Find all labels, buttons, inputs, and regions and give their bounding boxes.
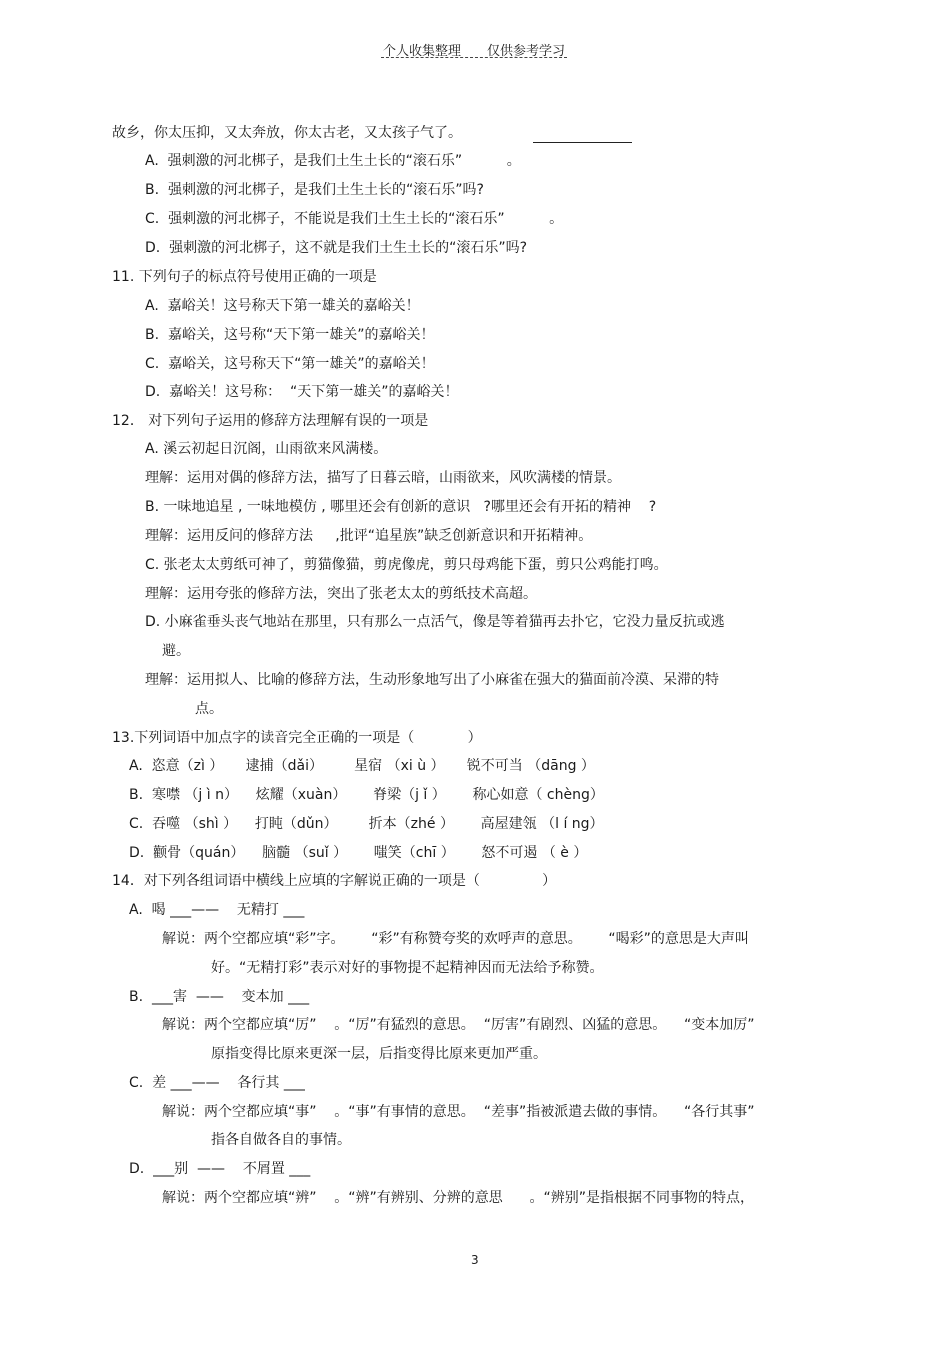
option-a: A. 溪云初起日沉阁，山雨欲来风满楼。 <box>145 441 388 457</box>
option-b: B. 寒噤 （j ì n） 炫耀（xuàn） 脊梁（j ǐ ） 称心如意（ chèng） <box>129 787 604 803</box>
explanation: 解说：两个空都应填“厉” 。“厉”有猛烈的意思。 “厉害”有剧烈、凶猛的意思。 “变本加厉” <box>162 1017 755 1033</box>
option-b: B. 强刺激的河北梆子，是我们土生土长的“滚石乐”吗? <box>145 182 484 198</box>
option-c: C. 张老太太剪纸可神了，剪猫像猫，剪虎像虎，剪只母鸡能下蛋，剪只公鸡能打鸣。 <box>145 557 668 573</box>
header-divider <box>381 57 567 58</box>
explanation: 理解：运用拟人、比喻的修辞方法，生动形象地写出了小麻雀在强大的猫面前冷漠、呆滞的特 <box>145 672 719 688</box>
option-c: C. 嘉峪关，这号称天下“第一雄关”的嘉峪关！ <box>145 356 435 372</box>
explanation-cont: 原指变得比原来更深一层，后指变得比原来更加严重。 <box>211 1046 547 1062</box>
option-d: D. ___别 —— 不屑置 ___ <box>129 1161 311 1177</box>
option-c: C. 强刺激的河北梆子，不能说是我们土生土长的“滚石乐” 。 <box>145 211 564 227</box>
explanation-cont: 点。 <box>195 701 223 717</box>
option-c: C. 吞噬 （shì ） 打盹（dǔn） 折本（zhé ） 高屋建瓴 （l í ng） <box>129 816 604 832</box>
option-a: A. 强刺激的河北梆子，是我们土生土长的“滚石乐” 。 <box>145 153 521 169</box>
explanation-cont: 好。“无精打彩”表示对好的事物提不起精神因而无法给予称赞。 <box>211 960 604 976</box>
explanation-cont: 指各自做各自的事情。 <box>211 1132 351 1148</box>
option-a: A. 恣意（zì ） 逮捕（dǎi） 星宿 （xi ù ） 锐不可当 （dāng ） <box>129 758 595 774</box>
explanation: 解说：两个空都应填“事” 。“事”有事情的意思。 “差事”指被派遣去做的事情。 “各行其事” <box>162 1104 755 1120</box>
text-line: 故乡，你太压抑，又太奔放，你太古老，又太孩子气了。 <box>112 125 462 141</box>
option-d: D. 小麻雀垂头丧气地站在那里，只有那么一点活气，像是等着猫再去扑它，它没力量反抗或逃 <box>145 614 725 630</box>
option-b: B. 嘉峪关，这号称“天下第一雄关”的嘉峪关！ <box>145 327 435 343</box>
option-c: C. 差 ___—— 各行其 ___ <box>129 1075 305 1091</box>
option-d-cont: 避。 <box>162 643 190 659</box>
explanation: 理解：运用夸张的修辞方法，突出了张老太太的剪纸技术高超。 <box>145 586 537 602</box>
question-13: 13.下列词语中加点字的读音完全正确的一项是（ ） <box>112 730 482 746</box>
option-d: D. 嘉峪关！这号称： “天下第一雄关”的嘉峪关！ <box>145 384 459 400</box>
question-12: 12． 对下列句子运用的修辞方法理解有误的一项是 <box>112 413 429 429</box>
header-right: 仅供参考学习 <box>487 44 566 59</box>
answer-blank <box>533 142 632 143</box>
page-number: 3 <box>471 1253 479 1267</box>
explanation: 解说：两个空都应填“彩”字。 “彩”有称赞夸奖的欢呼声的意思。 “喝彩”的意思是大声叫 <box>162 931 749 947</box>
option-a: A. 喝 ___—— 无精打 ___ <box>129 902 305 918</box>
header-left: 个人收集整理 <box>383 44 462 59</box>
option-b: B. ___害 —— 变本加 ___ <box>129 989 310 1005</box>
question-14: 14．对下列各组词语中横线上应填的字解说正确的一项是（ ） <box>112 873 557 889</box>
option-d: D. 强刺激的河北梆子，这不就是我们土生土长的“滚石乐”吗? <box>145 240 528 256</box>
option-d: D. 颧骨（quán） 脑髓 （suǐ ） 嗤笑（chī ） 怒不可遏 （ è ） <box>129 845 588 861</box>
option-b: B. 一味地追星 , 一味地模仿 , 哪里还会有创新的意识 ?哪里还会有开拓的精神 ? <box>145 499 657 515</box>
explanation: 理解：运用对偶的修辞方法，描写了日暮云暗，山雨欲来，风吹满楼的情景。 <box>145 470 621 486</box>
option-a: A. 嘉峪关！这号称天下第一雄关的嘉峪关！ <box>145 298 420 314</box>
explanation: 解说：两个空都应填“辨” 。“辨”有辨别、分辨的意思 。“辨别”是指根据不同事物的特点， <box>162 1190 755 1206</box>
question-11: 11. 下列句子的标点符号使用正确的一项是 <box>112 269 377 285</box>
explanation: 理解：运用反问的修辞方法 ,批评“追星族”缺乏创新意识和开拓精神。 <box>145 528 593 544</box>
